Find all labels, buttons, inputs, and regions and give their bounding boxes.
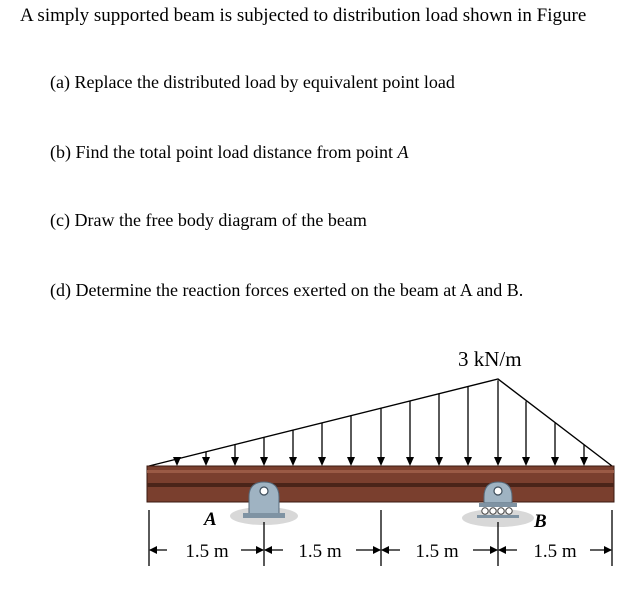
question-b-point: A — [397, 142, 409, 162]
load-arrow-head — [289, 457, 297, 466]
load-arrow-head — [260, 457, 268, 466]
load-arrow-head — [551, 457, 559, 466]
load-arrow-head — [231, 457, 239, 466]
span-label-4: 1.5 m — [533, 541, 577, 562]
load-arrow-head — [435, 457, 443, 466]
support-a-label: A — [204, 509, 217, 530]
question-b-text: (b) Find the total point load distance from point — [50, 142, 398, 162]
load-arrow-head — [522, 457, 530, 466]
load-arrow-head — [494, 457, 502, 466]
question-a: (a) Replace the distributed load by equivalent point load — [50, 72, 455, 92]
problem-title: A simply supported beam is subjected to distribution load shown in Figure — [20, 5, 587, 26]
load-arrows — [173, 380, 588, 466]
load-arrow-head — [406, 457, 414, 466]
load-arrow-head — [377, 457, 385, 466]
load-arrow-head — [202, 457, 210, 466]
load-arrow-head — [318, 457, 326, 466]
load-label: 3 kN/m — [458, 347, 522, 371]
load-arrow-head — [347, 457, 355, 466]
span-label-1: 1.5 m — [185, 541, 229, 562]
load-arrow-head — [173, 457, 181, 466]
span-label-3: 1.5 m — [415, 541, 459, 562]
load-arrow-head — [580, 457, 588, 466]
question-c: (c) Draw the free body diagram of the beam — [50, 210, 367, 230]
question-d: (d) Determine the reaction forces exerted on the beam at A and B. — [50, 280, 524, 300]
load-arrow-head — [464, 457, 472, 466]
beam — [147, 466, 614, 502]
support-b-label: B — [534, 511, 547, 532]
span-label-2: 1.5 m — [298, 541, 342, 562]
